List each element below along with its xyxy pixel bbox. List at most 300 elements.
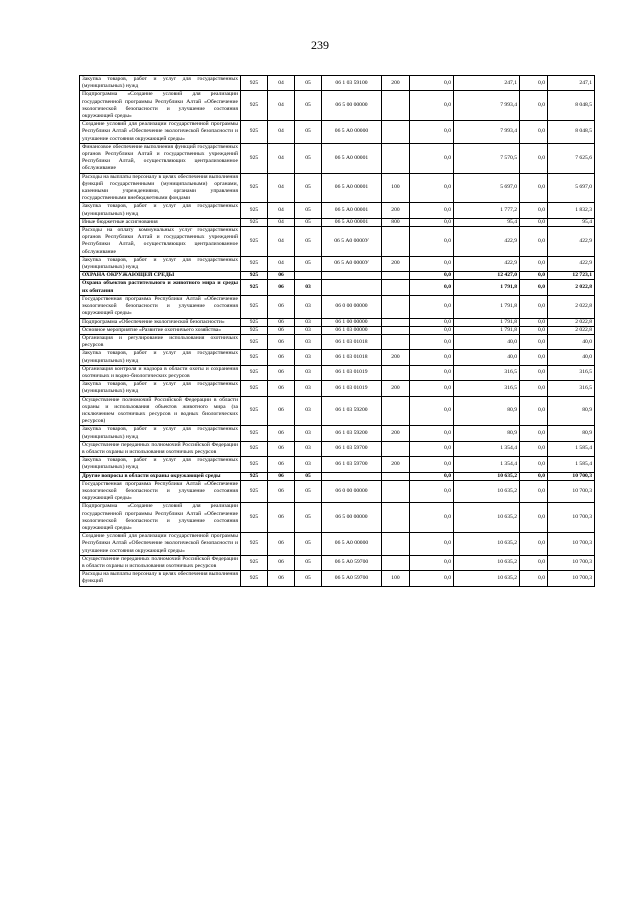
- cell-expense-type: [382, 227, 410, 257]
- cell-amount-2: 1 777,2: [454, 203, 520, 218]
- cell-name: Подпрограмма «Обеспечение экологической безопасности»: [80, 318, 241, 326]
- cell-section: 04: [268, 218, 295, 226]
- cell-amount-1: 0,0: [410, 381, 454, 396]
- cell-section: 06: [268, 472, 295, 480]
- cell-name: Расходы на оплату коммунальных услуг государственных органов Республики Алтай и государственных учреждений Республики Алтай, осуществляющих централизованное обслуживание: [80, 227, 241, 257]
- cell-subsection: 05: [295, 227, 322, 257]
- table-row: [80, 334, 595, 349]
- cell-name: Организация и регулирование использования охотничьих ресурсов: [80, 334, 241, 349]
- cell-name: Создание условий для реализации государственной программы Республики Алтай «Обеспечение экологической безопасности и улучшение состояния окружающей среды»: [80, 121, 241, 144]
- cell-amount-4: 247,1: [548, 76, 595, 91]
- cell-section: 06: [268, 280, 295, 295]
- cell-amount-3: 0,0: [520, 280, 548, 295]
- cell-subsection: 03: [295, 318, 322, 326]
- cell-name: Подпрограмма «Создание условий для реализации государственной программы Республики Алтай «Обеспечение экологической безопасности и улучшение состояния окружающей среды»: [80, 91, 241, 121]
- table-row: [80, 365, 595, 380]
- cell-amount-3: 0,0: [520, 441, 548, 456]
- cell-target-article: 06 1 03 59200: [322, 396, 382, 426]
- cell-name: Закупка товаров, работ и услуг для государственных (муниципальных) нужд: [80, 381, 241, 396]
- cell-amount-3: 0,0: [520, 503, 548, 533]
- cell-amount-2: 7 570,5: [454, 143, 520, 173]
- cell-amount-3: 0,0: [520, 457, 548, 472]
- table-row: [80, 227, 595, 257]
- cell-target-article: 06 5 00 00000: [322, 91, 382, 121]
- cell-name: Осуществление переданных полномочий Российской Федерации в области охраны и использования охотничьих ресурсов: [80, 555, 241, 570]
- cell-amount-4: 8 048,5: [548, 121, 595, 144]
- cell-target-article: [322, 280, 382, 295]
- cell-amount-1: 0,0: [410, 91, 454, 121]
- cell-amount-2: 80,9: [454, 396, 520, 426]
- cell-section: 04: [268, 121, 295, 144]
- cell-section: 06: [268, 533, 295, 556]
- cell-amount-3: 0,0: [520, 227, 548, 257]
- cell-section: 06: [268, 480, 295, 503]
- cell-amount-3: 0,0: [520, 396, 548, 426]
- cell-name: ОХРАНА ОКРУЖАЮЩЕЙ СРЕДЫ: [80, 272, 241, 280]
- cell-section: 04: [268, 91, 295, 121]
- cell-amount-2: 80,9: [454, 426, 520, 441]
- cell-target-article: 06 5 А0 0000У: [322, 256, 382, 271]
- cell-section: 06: [268, 295, 295, 318]
- cell-expense-type: [382, 295, 410, 318]
- cell-section: 06: [268, 350, 295, 365]
- cell-amount-4: 10 700,3: [548, 480, 595, 503]
- cell-amount-2: 40,0: [454, 350, 520, 365]
- cell-amount-1: 0,0: [410, 318, 454, 326]
- cell-grbs: 925: [241, 76, 268, 91]
- cell-target-article: 06 5 А0 00001: [322, 218, 382, 226]
- cell-amount-3: 0,0: [520, 555, 548, 570]
- cell-amount-2: 316,5: [454, 381, 520, 396]
- cell-grbs: 925: [241, 571, 268, 586]
- cell-section: 06: [268, 441, 295, 456]
- cell-subsection: 05: [295, 480, 322, 503]
- cell-target-article: 06 1 03 01019: [322, 381, 382, 396]
- cell-subsection: 05: [295, 121, 322, 144]
- cell-section: 06: [268, 326, 295, 334]
- cell-amount-1: 0,0: [410, 280, 454, 295]
- cell-subsection: 03: [295, 396, 322, 426]
- cell-name: Создание условий для реализации государственной программы Республики Алтай «Обеспечение экологической безопасности и улучшение состояния окружающей среды»: [80, 533, 241, 556]
- cell-subsection: 05: [295, 533, 322, 556]
- cell-expense-type: [382, 334, 410, 349]
- cell-amount-4: 10 700,3: [548, 503, 595, 533]
- cell-amount-1: 0,0: [410, 503, 454, 533]
- cell-amount-3: 0,0: [520, 571, 548, 586]
- cell-amount-4: 7 625,6: [548, 143, 595, 173]
- cell-amount-2: 5 697,0: [454, 173, 520, 203]
- cell-amount-3: 0,0: [520, 76, 548, 91]
- cell-grbs: 925: [241, 503, 268, 533]
- cell-amount-4: 40,0: [548, 350, 595, 365]
- cell-name: Закупка товаров, работ и услуг для государственных (муниципальных) нужд: [80, 76, 241, 91]
- cell-amount-3: 0,0: [520, 256, 548, 271]
- cell-grbs: 925: [241, 280, 268, 295]
- cell-grbs: 925: [241, 381, 268, 396]
- table-body: [80, 76, 595, 587]
- cell-amount-1: 0,0: [410, 218, 454, 226]
- cell-amount-3: 0,0: [520, 426, 548, 441]
- cell-amount-2: 10 635,2: [454, 503, 520, 533]
- cell-section: 04: [268, 173, 295, 203]
- cell-amount-1: 0,0: [410, 396, 454, 426]
- cell-name: Другие вопросы в области охраны окружающей среды: [80, 472, 241, 480]
- cell-amount-1: 0,0: [410, 571, 454, 586]
- cell-amount-4: 2 022,8: [548, 280, 595, 295]
- cell-amount-3: 0,0: [520, 272, 548, 280]
- cell-grbs: 925: [241, 256, 268, 271]
- cell-expense-type: [382, 365, 410, 380]
- cell-expense-type: [382, 555, 410, 570]
- table-row: [80, 295, 595, 318]
- cell-grbs: 925: [241, 480, 268, 503]
- cell-amount-4: 12 723,1: [548, 272, 595, 280]
- cell-amount-2: 422,9: [454, 227, 520, 257]
- cell-amount-3: 0,0: [520, 173, 548, 203]
- cell-amount-2: 1 791,8: [454, 295, 520, 318]
- cell-expense-type: 100: [382, 571, 410, 586]
- cell-target-article: 06 1 00 00000: [322, 318, 382, 326]
- cell-amount-4: 2 022,8: [548, 318, 595, 326]
- cell-subsection: 05: [295, 76, 322, 91]
- cell-section: 06: [268, 503, 295, 533]
- cell-amount-3: 0,0: [520, 365, 548, 380]
- cell-expense-type: [382, 503, 410, 533]
- cell-name: Государственная программа Республики Алтай «Обеспечение экологической безопасности и улучшение состояния окружающей среды»: [80, 480, 241, 503]
- budget-table: [79, 75, 595, 587]
- cell-amount-1: 0,0: [410, 472, 454, 480]
- cell-amount-3: 0,0: [520, 326, 548, 334]
- cell-target-article: 06 5 А0 00001: [322, 203, 382, 218]
- cell-section: 06: [268, 555, 295, 570]
- cell-amount-3: 0,0: [520, 381, 548, 396]
- table-row: [80, 76, 595, 91]
- cell-amount-3: 0,0: [520, 318, 548, 326]
- cell-amount-1: 0,0: [410, 295, 454, 318]
- cell-amount-2: 422,9: [454, 256, 520, 271]
- cell-amount-2: 10 635,2: [454, 555, 520, 570]
- cell-amount-2: 247,1: [454, 76, 520, 91]
- cell-amount-1: 0,0: [410, 441, 454, 456]
- cell-subsection: 03: [295, 295, 322, 318]
- cell-subsection: 05: [295, 218, 322, 226]
- cell-expense-type: [382, 472, 410, 480]
- cell-amount-3: 0,0: [520, 350, 548, 365]
- cell-amount-3: 0,0: [520, 295, 548, 318]
- cell-target-article: 06 5 А0 00001: [322, 143, 382, 173]
- table-row: [80, 121, 595, 144]
- cell-amount-1: 0,0: [410, 326, 454, 334]
- table-row: [80, 326, 595, 334]
- cell-name: Расходы на выплаты персоналу в целях обеспечения выполнения функций: [80, 571, 241, 586]
- cell-target-article: 06 1 03 01019: [322, 365, 382, 380]
- cell-expense-type: 100: [382, 173, 410, 203]
- table-row: [80, 472, 595, 480]
- cell-amount-4: 10 700,3: [548, 555, 595, 570]
- cell-name: Основное мероприятие «Развитие охотничьего хозяйства»: [80, 326, 241, 334]
- cell-grbs: 925: [241, 318, 268, 326]
- cell-name: Организация контроля и надзора в области охоты и сохранения охотничьих и водно-биологических ресурсов: [80, 365, 241, 380]
- cell-amount-1: 0,0: [410, 533, 454, 556]
- cell-target-article: 06 1 03 59700: [322, 441, 382, 456]
- cell-subsection: 03: [295, 365, 322, 380]
- cell-subsection: 05: [295, 472, 322, 480]
- cell-amount-4: 80,9: [548, 426, 595, 441]
- table-row: [80, 426, 595, 441]
- cell-amount-2: 1 791,8: [454, 318, 520, 326]
- cell-subsection: 05: [295, 503, 322, 533]
- cell-amount-3: 0,0: [520, 143, 548, 173]
- cell-amount-4: 80,9: [548, 396, 595, 426]
- cell-expense-type: 200: [382, 256, 410, 271]
- cell-grbs: 925: [241, 218, 268, 226]
- cell-amount-4: 422,9: [548, 256, 595, 271]
- cell-section: 06: [268, 571, 295, 586]
- cell-amount-1: 0,0: [410, 272, 454, 280]
- table-row: [80, 533, 595, 556]
- table-row: [80, 272, 595, 280]
- cell-target-article: 06 5 А0 00000: [322, 121, 382, 144]
- cell-amount-3: 0,0: [520, 480, 548, 503]
- cell-amount-2: 95,4: [454, 218, 520, 226]
- cell-subsection: 05: [295, 555, 322, 570]
- cell-amount-2: 1 354,4: [454, 441, 520, 456]
- cell-expense-type: 200: [382, 350, 410, 365]
- cell-subsection: 05: [295, 91, 322, 121]
- cell-grbs: 925: [241, 457, 268, 472]
- cell-target-article: 06 1 03 01018: [322, 350, 382, 365]
- table-row: [80, 173, 595, 203]
- cell-amount-1: 0,0: [410, 334, 454, 349]
- cell-grbs: 925: [241, 365, 268, 380]
- cell-grbs: 925: [241, 555, 268, 570]
- table-row: [80, 381, 595, 396]
- table-row: [80, 280, 595, 295]
- cell-amount-1: 0,0: [410, 76, 454, 91]
- table-row: [80, 91, 595, 121]
- cell-target-article: 06 5 А0 00001: [322, 173, 382, 203]
- cell-section: 06: [268, 318, 295, 326]
- cell-expense-type: [382, 480, 410, 503]
- cell-amount-4: 10 700,3: [548, 533, 595, 556]
- cell-amount-1: 0,0: [410, 203, 454, 218]
- cell-section: 04: [268, 203, 295, 218]
- cell-subsection: 05: [295, 571, 322, 586]
- cell-target-article: 06 1 03 01018: [322, 334, 382, 349]
- cell-amount-4: 8 048,5: [548, 91, 595, 121]
- cell-name: Государственная программа Республики Алтай «Обеспечение экологической безопасности и улучшение состояния окружающей среды»: [80, 295, 241, 318]
- table-row: [80, 571, 595, 586]
- cell-section: 04: [268, 143, 295, 173]
- cell-name: Закупка товаров, работ и услуг для государственных (муниципальных) нужд: [80, 426, 241, 441]
- cell-expense-type: 200: [382, 203, 410, 218]
- table-row: [80, 218, 595, 226]
- table-row: [80, 503, 595, 533]
- cell-amount-4: 422,9: [548, 227, 595, 257]
- cell-target-article: 06 1 03 59100: [322, 76, 382, 91]
- cell-amount-3: 0,0: [520, 472, 548, 480]
- table-row: [80, 441, 595, 456]
- cell-target-article: 06 5 А0 59700: [322, 571, 382, 586]
- cell-amount-3: 0,0: [520, 203, 548, 218]
- cell-amount-4: 2 022,8: [548, 295, 595, 318]
- cell-expense-type: [382, 121, 410, 144]
- cell-expense-type: [382, 533, 410, 556]
- cell-amount-4: 1 832,3: [548, 203, 595, 218]
- cell-amount-1: 0,0: [410, 227, 454, 257]
- cell-grbs: 925: [241, 272, 268, 280]
- cell-amount-4: 10 700,3: [548, 571, 595, 586]
- cell-target-article: 06 5 А0 59700: [322, 555, 382, 570]
- cell-name: Охрана объектов растительного и животного мира и среды их обитания: [80, 280, 241, 295]
- cell-name: Закупка товаров, работ и услуг для государственных (муниципальных) нужд: [80, 457, 241, 472]
- cell-target-article: 06 5 А0 00000: [322, 533, 382, 556]
- cell-section: 04: [268, 227, 295, 257]
- cell-grbs: 925: [241, 334, 268, 349]
- cell-amount-4: 5 697,0: [548, 173, 595, 203]
- cell-grbs: 925: [241, 350, 268, 365]
- cell-name: Осуществление полномочий Российской Федерации в области охраны и использования объектов животного мира (за исключением охотничьих ресурсов и водных биологических ресурсов): [80, 396, 241, 426]
- cell-amount-4: 316,5: [548, 365, 595, 380]
- cell-expense-type: [382, 396, 410, 426]
- cell-subsection: 03: [295, 441, 322, 456]
- cell-section: 06: [268, 457, 295, 472]
- table-row: [80, 203, 595, 218]
- cell-amount-3: 0,0: [520, 121, 548, 144]
- cell-section: 06: [268, 272, 295, 280]
- cell-amount-4: 10 700,3: [548, 472, 595, 480]
- cell-grbs: 925: [241, 91, 268, 121]
- cell-amount-4: 2 022,8: [548, 326, 595, 334]
- cell-expense-type: 800: [382, 218, 410, 226]
- cell-expense-type: 200: [382, 426, 410, 441]
- cell-amount-4: 95,4: [548, 218, 595, 226]
- cell-amount-1: 0,0: [410, 173, 454, 203]
- cell-expense-type: [382, 318, 410, 326]
- cell-amount-4: 1 585,4: [548, 457, 595, 472]
- cell-expense-type: 200: [382, 381, 410, 396]
- cell-section: 06: [268, 365, 295, 380]
- cell-expense-type: [382, 272, 410, 280]
- cell-section: 06: [268, 426, 295, 441]
- cell-target-article: 06 0 00 00000: [322, 480, 382, 503]
- cell-grbs: 925: [241, 533, 268, 556]
- cell-grbs: 925: [241, 472, 268, 480]
- table-row: [80, 318, 595, 326]
- cell-section: 04: [268, 256, 295, 271]
- cell-subsection: 03: [295, 334, 322, 349]
- cell-grbs: 925: [241, 295, 268, 318]
- cell-target-article: [322, 272, 382, 280]
- table-row: [80, 350, 595, 365]
- cell-subsection: 03: [295, 326, 322, 334]
- cell-amount-1: 0,0: [410, 480, 454, 503]
- cell-name: Закупка товаров, работ и услуг для государственных (муниципальных) нужд: [80, 350, 241, 365]
- cell-subsection: 03: [295, 426, 322, 441]
- cell-amount-2: 10 635,2: [454, 533, 520, 556]
- cell-amount-2: 10 635,2: [454, 571, 520, 586]
- cell-subsection: 03: [295, 350, 322, 365]
- cell-subsection: 05: [295, 256, 322, 271]
- cell-grbs: 925: [241, 326, 268, 334]
- cell-section: 04: [268, 76, 295, 91]
- cell-amount-2: 12 427,0: [454, 272, 520, 280]
- cell-grbs: 925: [241, 396, 268, 426]
- cell-subsection: 05: [295, 173, 322, 203]
- cell-name: Финансовое обеспечение выполнения функций государственных органов Республики Алтай и государственных учреждений Республики Алтай, осуществляющих централизованное обслуживание: [80, 143, 241, 173]
- cell-name: Закупка товаров, работ и услуг для государственных (муниципальных) нужд: [80, 256, 241, 271]
- cell-target-article: 06 0 00 00000: [322, 295, 382, 318]
- cell-name: Закупка товаров, работ и услуг для государственных (муниципальных) нужд: [80, 203, 241, 218]
- cell-name: Иные бюджетные ассигнования: [80, 218, 241, 226]
- cell-subsection: 03: [295, 280, 322, 295]
- cell-name: Расходы на выплаты персоналу в целях обеспечения выполнения функций государственными (муниципальными) органами, казенными учреждениями, органами управления государственными внебюджетными фондами: [80, 173, 241, 203]
- cell-amount-4: 316,5: [548, 381, 595, 396]
- cell-subsection: 05: [295, 143, 322, 173]
- cell-target-article: 06 1 03 00000: [322, 326, 382, 334]
- cell-target-article: 06 1 03 59200: [322, 426, 382, 441]
- cell-subsection: 03: [295, 457, 322, 472]
- cell-amount-2: 316,5: [454, 365, 520, 380]
- page-number: 239: [311, 38, 329, 52]
- cell-expense-type: [382, 143, 410, 173]
- cell-subsection: 05: [295, 203, 322, 218]
- cell-amount-1: 0,0: [410, 121, 454, 144]
- cell-amount-3: 0,0: [520, 533, 548, 556]
- cell-amount-3: 0,0: [520, 91, 548, 121]
- cell-amount-2: 7 993,4: [454, 91, 520, 121]
- cell-amount-1: 0,0: [410, 426, 454, 441]
- cell-amount-4: 1 585,4: [548, 441, 595, 456]
- cell-name: Подпрограмма «Создание условий для реализации государственной программы Республики Алтай «Обеспечение экологической безопасности и улучшение состояния окружающей среды»: [80, 503, 241, 533]
- cell-amount-2: 1 791,8: [454, 280, 520, 295]
- cell-amount-2: 10 635,2: [454, 480, 520, 503]
- cell-amount-3: 0,0: [520, 218, 548, 226]
- cell-amount-2: 1 791,8: [454, 326, 520, 334]
- cell-expense-type: [382, 441, 410, 456]
- cell-grbs: 925: [241, 121, 268, 144]
- cell-amount-1: 0,0: [410, 143, 454, 173]
- cell-amount-1: 0,0: [410, 350, 454, 365]
- cell-name: Осуществление переданных полномочий Российской Федерации в области охраны и использования охотничьих ресурсов: [80, 441, 241, 456]
- cell-grbs: 925: [241, 227, 268, 257]
- cell-grbs: 925: [241, 173, 268, 203]
- cell-amount-2: 7 993,4: [454, 121, 520, 144]
- cell-amount-1: 0,0: [410, 256, 454, 271]
- cell-subsection: [295, 272, 322, 280]
- cell-expense-type: [382, 91, 410, 121]
- cell-expense-type: 200: [382, 457, 410, 472]
- cell-grbs: 925: [241, 426, 268, 441]
- table-row: [80, 256, 595, 271]
- cell-amount-1: 0,0: [410, 365, 454, 380]
- table-row: [80, 480, 595, 503]
- cell-expense-type: [382, 280, 410, 295]
- cell-amount-2: 40,0: [454, 334, 520, 349]
- cell-expense-type: 200: [382, 76, 410, 91]
- table-row: [80, 143, 595, 173]
- cell-expense-type: [382, 326, 410, 334]
- table-row: [80, 396, 595, 426]
- cell-amount-3: 0,0: [520, 334, 548, 349]
- cell-grbs: 925: [241, 203, 268, 218]
- table-row: [80, 457, 595, 472]
- cell-amount-1: 0,0: [410, 457, 454, 472]
- cell-target-article: [322, 472, 382, 480]
- cell-section: 06: [268, 396, 295, 426]
- cell-target-article: 06 1 03 59700: [322, 457, 382, 472]
- cell-section: 06: [268, 381, 295, 396]
